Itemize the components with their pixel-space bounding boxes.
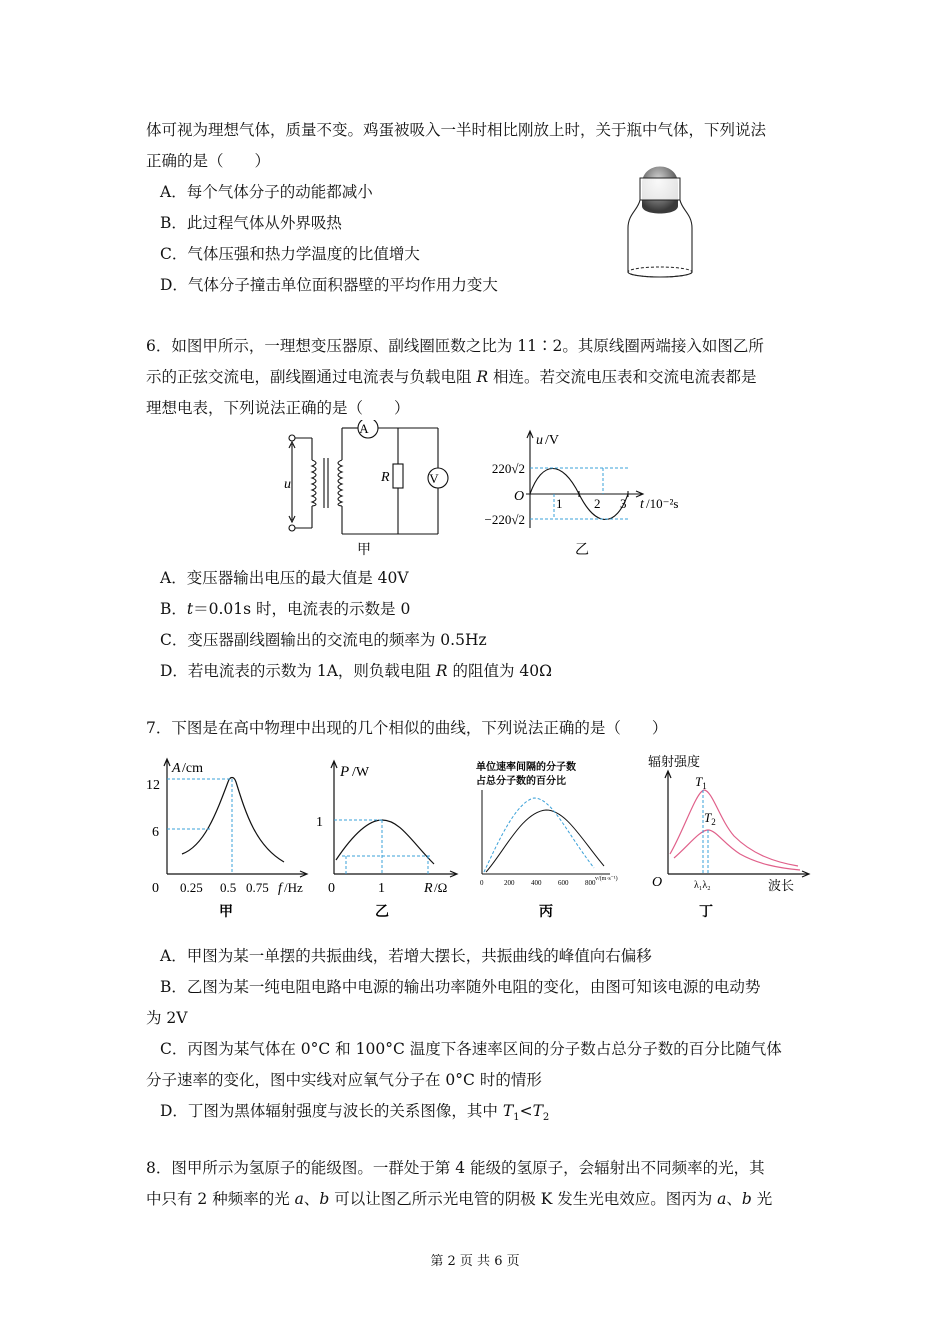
q5-stem-line2: 正确的是（ ）	[146, 152, 271, 170]
x-tick-200: 200	[504, 879, 515, 887]
curve-t1	[670, 790, 798, 866]
q5-stem-line1: 体可视为理想气体，质量不变。鸡蛋被吸入一半时相比刚放上时，关于瓶中气体，下列说法	[146, 121, 767, 139]
x-tick-075: 0.75	[246, 880, 269, 895]
egg-bottle-figure	[620, 150, 700, 282]
x-tick-0: 0	[480, 879, 484, 887]
y-label-a: A	[172, 761, 181, 776]
input-terminal-bottom	[289, 525, 295, 531]
q7-stem: 7．下图是在高中物理中出现的几个相似的曲线，下列说法正确的是（ ）	[146, 719, 668, 737]
resonance-curve	[182, 778, 284, 863]
origin-label: 0	[328, 881, 335, 896]
x-label-t: t	[640, 497, 644, 512]
q5-option-c: C．气体压强和热力学温度的比值增大	[160, 245, 420, 263]
x-label: v/(m·s⁻¹)	[595, 876, 618, 882]
power-resistance-figure	[312, 756, 464, 924]
sine-voltage-figure	[470, 428, 700, 560]
x-tick-800: 800	[585, 879, 596, 887]
q6-option-b: B．t＝0.01s 时，电流表的示数是 0	[160, 600, 411, 618]
fig-jia-caption: 甲	[357, 543, 371, 558]
q5-option-d: D．气体分子撞击单位面积器壁的平均作用力变大	[160, 276, 498, 294]
curve-t2	[674, 830, 800, 870]
q6-option-a: A．变压器输出电压的最大值是 40V	[160, 569, 409, 587]
resistor-r	[393, 464, 403, 488]
x-tick-3: 3	[620, 496, 627, 511]
q5-option-b: B．此过程气体从外界吸热	[160, 214, 342, 232]
x-label-f: f	[278, 881, 282, 896]
power-curve	[336, 820, 434, 864]
solid-curve-0c	[486, 810, 604, 872]
fig-ding-caption: 丁	[699, 905, 713, 920]
t2-label: $T_2$	[704, 810, 716, 827]
q7-option-a: A．甲图为某一单摆的共振曲线，若增大摆长，共振曲线的峰值向右偏移	[160, 947, 652, 965]
origin-label: O	[652, 875, 663, 890]
x-tick-400: 400	[531, 879, 542, 887]
x-label: 波长	[768, 878, 795, 893]
x-label-unit: /10⁻²s	[646, 496, 679, 511]
x-tick-1: 1	[378, 881, 385, 896]
resistor-label: R	[381, 470, 390, 485]
q7-option-c-line2: 分子速率的变化，图中实线对应氧气分子在 0°C 时的情形	[146, 1071, 542, 1089]
voltmeter-label: V	[429, 471, 439, 486]
x-label-unit: /Hz	[284, 880, 303, 895]
y-label-unit: /W	[352, 765, 370, 780]
x-tick-025: 0.25	[180, 880, 203, 895]
speed-distribution-figure	[470, 756, 620, 924]
bottle-neck	[640, 178, 680, 200]
q7-option-d: D．丁图为黑体辐射强度与波长的关系图像，其中 $T_1<T_2$	[160, 1102, 550, 1124]
y-label-p: P	[340, 764, 350, 780]
q5-option-a: A．每个气体分子的动能都减小	[160, 183, 373, 201]
y-label-unit: /cm	[182, 761, 203, 776]
q8-stem-line1: 8．图甲所示为氢原子的能级图。一群处于第 4 能级的氢原子，会辐射出不同频率的光，其	[146, 1159, 765, 1177]
origin-label: O	[514, 489, 525, 504]
title-line2: 占总分子数的百分比	[476, 776, 566, 787]
y-label-unit: /V	[545, 433, 559, 448]
fig-yi-caption: 乙	[575, 543, 589, 558]
q6-option-c: C．变压器副线圈输出的交流电的频率为 0.5Hz	[160, 631, 487, 649]
x-label-unit: /Ω	[434, 880, 448, 895]
y-tick-1: 1	[316, 815, 323, 830]
voltage-u-label: u	[284, 477, 291, 492]
q6-stem-line2: 示的正弦交流电，副线圈通过电流表与负载电阻 R 相连。若交流电压表和交流电流表都是	[146, 368, 757, 386]
lambda-label: λ₁λ₂	[694, 880, 711, 891]
q6-stem-line3: 理想电表，下列说法正确的是（ ）	[146, 399, 410, 417]
y-tick-12: 12	[146, 778, 160, 793]
q7-option-b-line1: B．乙图为某一纯电阻电路中电源的输出功率随外电阻的变化，由图可知该电源的电动势	[160, 978, 761, 996]
x-tick-600: 600	[558, 879, 569, 887]
ammeter-label: A	[359, 421, 369, 436]
y-label: 辐射强度	[648, 754, 701, 769]
q7-option-c-line1: C．丙图为某气体在 0°C 和 100°C 温度下各速率区间的分子数占总分子数的百分比随气体	[160, 1040, 782, 1058]
fig-bing-caption: 丙	[539, 905, 553, 920]
secondary-coil	[338, 460, 342, 506]
origin-label: 0	[152, 881, 159, 896]
q7-option-b-line2: 为 2V	[146, 1009, 188, 1027]
x-tick-05: 0.5	[220, 880, 237, 895]
page-footer: 第 2 页 共 6 页	[430, 1254, 520, 1269]
q6-option-d: D．若电流表的示数为 1A，则负载电阻 R 的阻值为 40Ω	[160, 662, 552, 680]
q8-stem-line2: 中只有 2 种频率的光 a、b 可以让图乙所示光电管的阴极 K 发生光电效应。图丙为 a、b 光	[146, 1190, 773, 1208]
fig-jia-caption: 甲	[219, 905, 233, 920]
dashed-curve-100c	[484, 798, 594, 872]
y-label-u: u	[536, 433, 543, 448]
q6-stem-line1: 6．如图甲所示，一理想变压器原、副线圈匝数之比为 11∶2。其原线圈两端接入如图乙所	[146, 337, 764, 355]
transformer-circuit-figure	[278, 420, 458, 560]
y-tick-6: 6	[152, 825, 159, 840]
primary-coil	[312, 460, 316, 506]
title-line1: 单位速率间隔的分子数	[476, 762, 576, 773]
y-tick-bottom: −220√2	[484, 512, 525, 527]
resonance-curve-figure	[142, 754, 314, 924]
fig-yi-caption: 乙	[375, 905, 389, 920]
x-label-r: R	[424, 881, 433, 896]
input-terminal-top	[289, 435, 295, 441]
x-tick-1: 1	[556, 496, 563, 511]
blackbody-radiation-figure	[648, 750, 816, 924]
t1-label: $T_1$	[695, 774, 707, 791]
x-tick-2: 2	[594, 496, 601, 511]
y-tick-top: 220√2	[491, 461, 525, 476]
